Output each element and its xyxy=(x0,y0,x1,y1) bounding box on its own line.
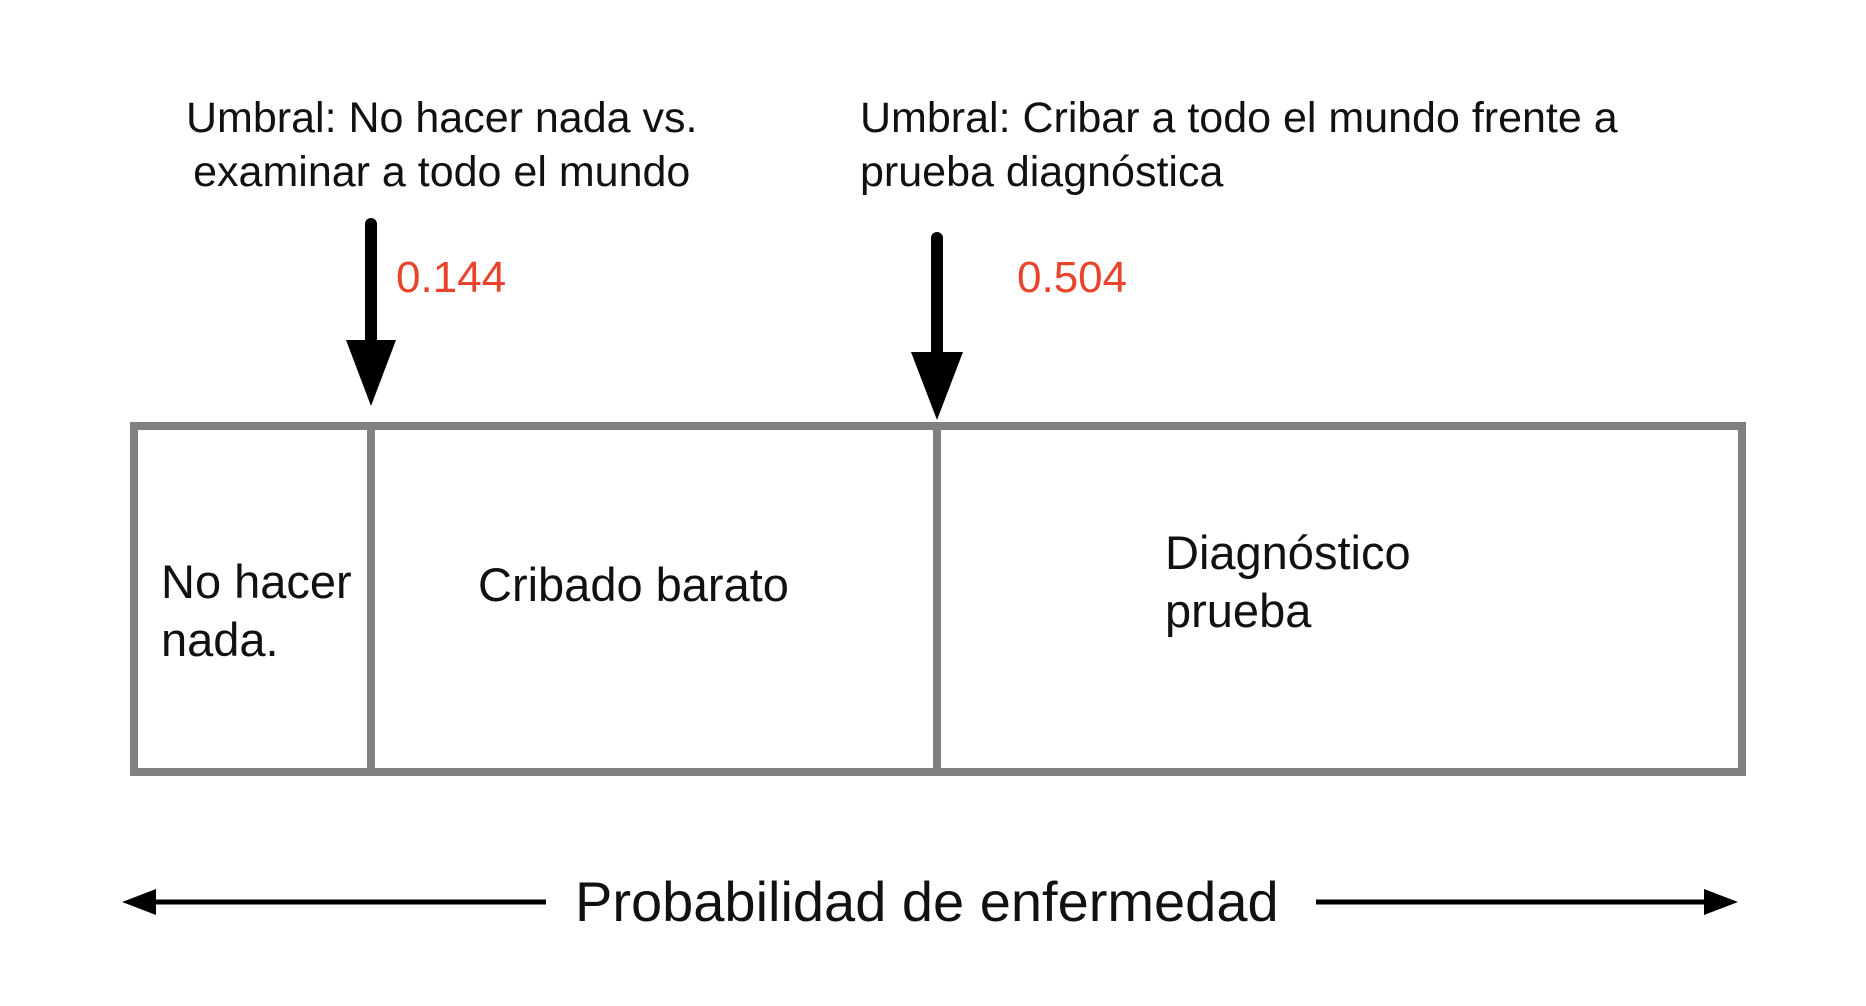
threshold-1-value: 0.144 xyxy=(396,253,507,302)
zone-diagnostic-test-label: Diagnóstico prueba xyxy=(1165,526,1411,637)
zone-cheap-screening-label: Cribado barato xyxy=(478,558,789,611)
threshold-arrow-2-icon xyxy=(911,238,963,420)
threshold-2-label: Umbral: Cribar a todo el mundo frente a prueba diagnóstica xyxy=(860,94,1618,196)
threshold-2-value: 0.504 xyxy=(1017,253,1128,302)
threshold-arrow-1-icon xyxy=(346,224,396,406)
zone-no-action-label: No hacer nada. xyxy=(161,555,352,666)
axis-left-arrow-icon xyxy=(122,889,546,915)
axis-right-arrow-icon xyxy=(1316,889,1738,915)
threshold-1-label: Umbral: No hacer nada vs. examinar a todo el mundo xyxy=(186,94,698,196)
axis-label: Probabilidad de enfermedad xyxy=(575,870,1279,933)
